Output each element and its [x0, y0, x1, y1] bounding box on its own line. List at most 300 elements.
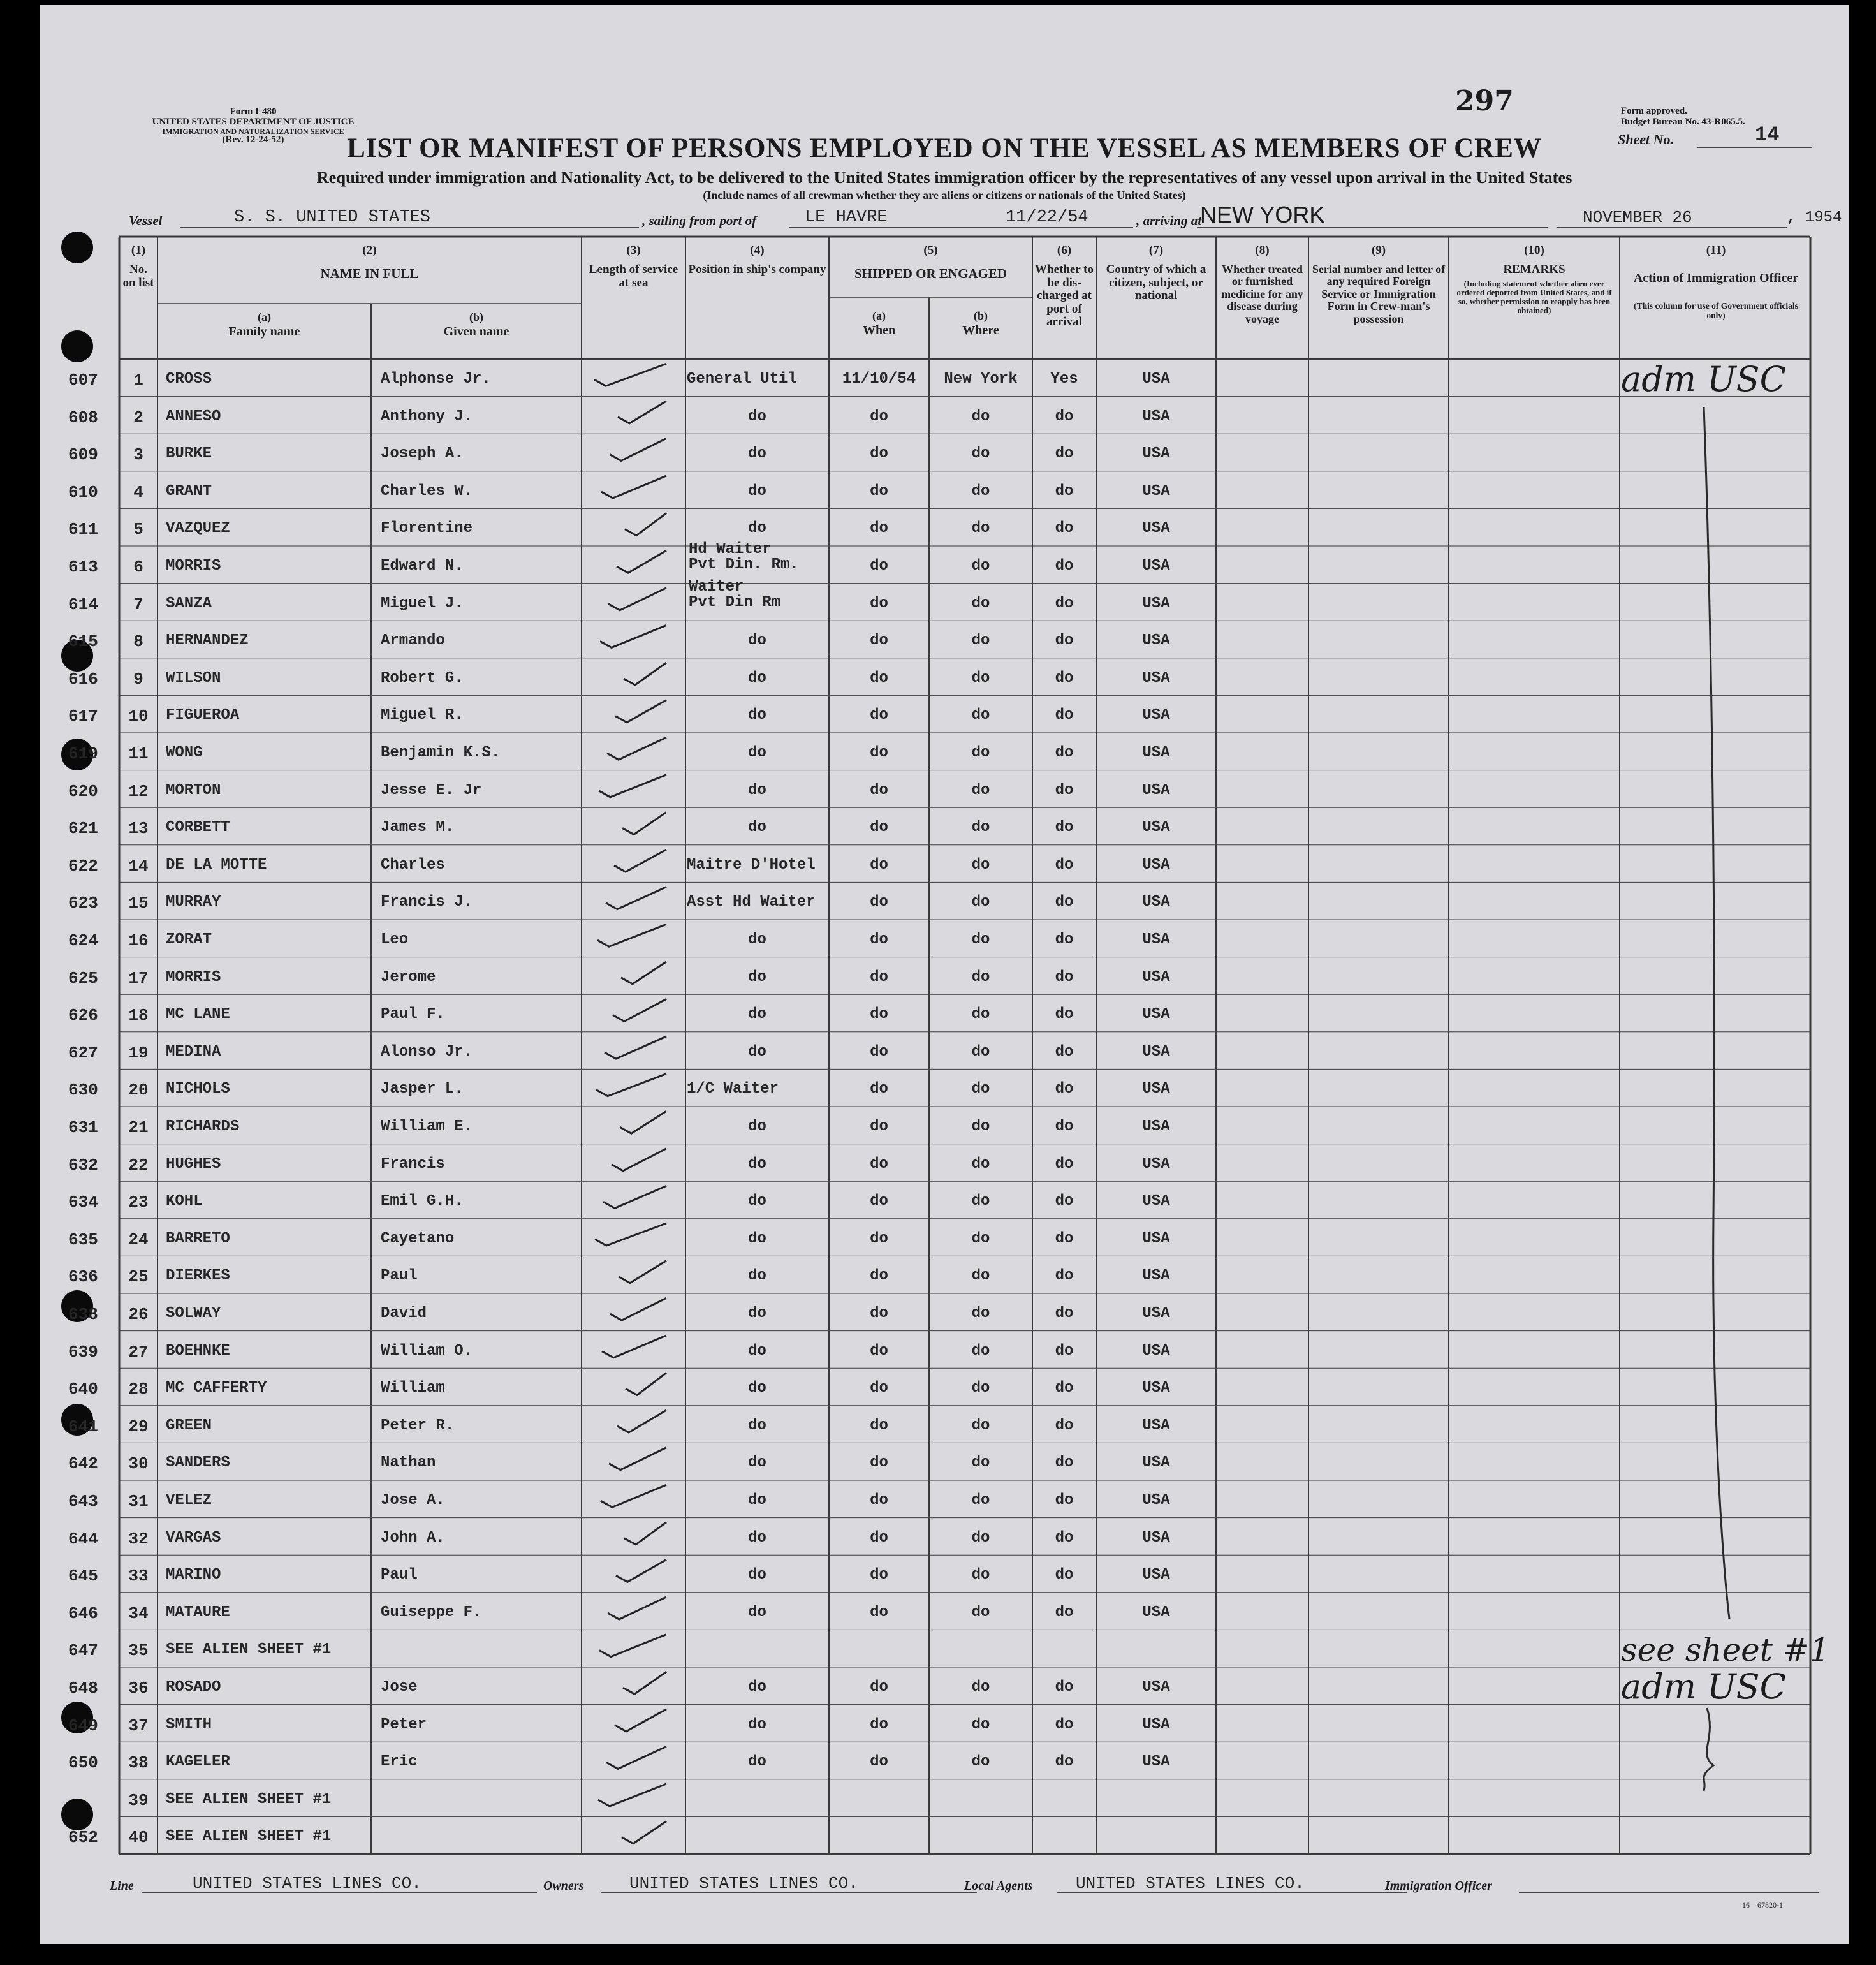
check-mark: [617, 1410, 666, 1432]
row-number: 29: [128, 1417, 149, 1436]
shipped-where: do: [971, 445, 990, 463]
check-mark: [596, 1074, 666, 1096]
margin-line-number: 644: [68, 1529, 98, 1549]
shipped-when: do: [870, 669, 888, 687]
check-mark: [626, 1373, 666, 1395]
col-header-discharged-label: Whether to be dis-charged at port of arrival: [1035, 263, 1094, 329]
margin-line-number: 635: [68, 1230, 98, 1249]
officer-fill: [1519, 1892, 1819, 1893]
arriving-port-value: NEW YORK: [1200, 202, 1325, 228]
col-header-country-num: (7): [1148, 244, 1164, 257]
shipped-where: do: [971, 968, 990, 986]
sailing-label: , sailing from port of: [642, 213, 757, 228]
margin-line-number: 625: [68, 968, 98, 988]
country: USA: [1142, 632, 1170, 650]
position: do: [748, 1492, 766, 1509]
shipped-where: do: [971, 1716, 990, 1733]
handwritten-annotation: adm USC: [1621, 359, 1786, 399]
shipped-when: do: [870, 1080, 888, 1098]
arriving-label: , arriving at: [1136, 213, 1202, 228]
shipped-where: do: [971, 1267, 990, 1285]
position-line-2: Pvt Din Rm: [689, 593, 781, 611]
family-name: MARINO: [166, 1566, 221, 1584]
shipped-when: do: [870, 1155, 888, 1173]
check-mark: [623, 1672, 666, 1694]
margin-line-number: 616: [68, 669, 98, 689]
position: do: [748, 707, 766, 725]
shipped-where: do: [971, 1118, 990, 1135]
form-approved: Form approved. Budget Bureau No. 43-R065.5.: [1621, 106, 1745, 127]
shipped-where: do: [971, 1230, 990, 1247]
shipped-when: do: [870, 632, 888, 650]
check-mark: [608, 1597, 666, 1619]
check-mark: [622, 1821, 666, 1844]
family-name: MORTON: [166, 781, 221, 799]
check-mark: [600, 625, 666, 647]
position: do: [748, 1267, 766, 1285]
row-number: 37: [128, 1716, 149, 1735]
shipped-when: do: [870, 1043, 888, 1061]
given-name: Alphonse Jr.: [381, 371, 491, 388]
margin-line-number: 643: [68, 1492, 98, 1511]
check-mark: [615, 1709, 666, 1732]
check-mark: [602, 1336, 666, 1358]
shipped-when: do: [870, 557, 888, 575]
given-name: Robert G.: [381, 669, 464, 687]
family-name: BURKE: [166, 445, 212, 463]
margin-line-number: 626: [68, 1006, 98, 1026]
position: Hd Waiter: [689, 541, 772, 558]
given-name: James M.: [381, 819, 455, 837]
family-name: MORRIS: [166, 968, 221, 986]
family-name: SEE ALIEN SHEET #1: [166, 1790, 332, 1808]
line-label: Line: [110, 1879, 134, 1893]
given-name: William O.: [381, 1342, 473, 1360]
country: USA: [1142, 1492, 1170, 1509]
given-name: Paul: [381, 1566, 418, 1584]
margin-line-number: 621: [68, 819, 98, 839]
shipped-when: do: [870, 1380, 888, 1397]
to-be-discharged: do: [1055, 669, 1074, 687]
position: do: [748, 1603, 766, 1621]
to-be-discharged: do: [1055, 1492, 1074, 1509]
check-mark: [606, 887, 666, 909]
row-number: 28: [128, 1380, 149, 1399]
shipped-when: do: [870, 1566, 888, 1584]
row-number: 27: [128, 1342, 149, 1362]
shipped-where: do: [971, 1193, 990, 1211]
col-header-no-num: (1): [131, 244, 146, 257]
position: do: [748, 1716, 766, 1733]
position: do: [748, 968, 766, 986]
family-name: MEDINA: [166, 1043, 221, 1061]
family-name: WILSON: [166, 669, 221, 687]
col-header-medicine-label: Whether treated or furnished medicine for any disease during voyage: [1221, 263, 1303, 325]
to-be-discharged: do: [1055, 894, 1074, 911]
to-be-discharged: do: [1055, 1305, 1074, 1322]
given-name: Jose: [381, 1679, 418, 1696]
vessel-value: S. S. UNITED STATES: [234, 208, 430, 227]
margin-line-number: 647: [68, 1641, 98, 1661]
position: 1/C Waiter: [687, 1080, 779, 1098]
to-be-discharged: do: [1055, 408, 1074, 425]
handwritten-bracket: [1704, 407, 1729, 1791]
to-be-discharged: do: [1055, 1679, 1074, 1696]
margin-line-number: 640: [68, 1380, 98, 1399]
margin-line-number: 631: [68, 1118, 98, 1137]
family-name: MC LANE: [166, 1006, 230, 1024]
position: General Util: [687, 371, 797, 388]
margin-line-number: 608: [68, 408, 98, 427]
shipped-when: do: [870, 1342, 888, 1360]
owners-value: UNITED STATES LINES CO.: [629, 1874, 858, 1893]
family-name: ANNESO: [166, 408, 221, 425]
country: USA: [1142, 1155, 1170, 1173]
shipped-where: do: [971, 408, 990, 425]
country: USA: [1142, 594, 1170, 612]
shipped-where: do: [971, 632, 990, 650]
given-name: Jesse E. Jr: [381, 781, 482, 799]
country: USA: [1142, 1716, 1170, 1733]
to-be-discharged: do: [1055, 819, 1074, 837]
shipped-when: do: [870, 1006, 888, 1024]
col-header-position-label: Position in ship's company: [688, 263, 826, 276]
country: USA: [1142, 1454, 1170, 1472]
family-name: VARGAS: [166, 1529, 221, 1547]
position: do: [748, 408, 766, 425]
row-number: 1: [133, 371, 143, 390]
to-be-discharged: do: [1055, 445, 1074, 463]
given-name: Edward N.: [381, 557, 464, 575]
given-name: Eric: [381, 1753, 418, 1771]
col-header-remarks-note: (Including statement whether alien ever ordered deported from United States, and if so, whether permission to reapply has been obtained): [1456, 279, 1612, 316]
to-be-discharged: do: [1055, 1118, 1074, 1135]
to-be-discharged: do: [1055, 1043, 1074, 1061]
row-number: 31: [128, 1492, 149, 1511]
country: USA: [1142, 1753, 1170, 1771]
sheet-no-value: 14: [1755, 123, 1780, 147]
line-fill: [142, 1892, 537, 1893]
check-mark: [616, 1559, 666, 1582]
shipped-where: do: [971, 1043, 990, 1061]
margin-line-number: 622: [68, 856, 98, 876]
to-be-discharged: do: [1055, 1566, 1074, 1584]
family-name: KAGELER: [166, 1753, 230, 1771]
given-name: William: [381, 1380, 445, 1397]
family-name: HERNANDEZ: [166, 632, 249, 650]
margin-line-number: 630: [68, 1080, 98, 1100]
row-number: 38: [128, 1753, 149, 1773]
row-number: 20: [128, 1080, 149, 1100]
col-header-given-num: (b): [469, 311, 483, 323]
family-name: DE LA MOTTE: [166, 856, 267, 874]
family-name: ZORAT: [166, 931, 212, 948]
given-name: Guiseppe F.: [381, 1603, 482, 1621]
to-be-discharged: do: [1055, 1267, 1074, 1285]
given-name: Anthony J.: [381, 408, 473, 425]
col-header-length-of-service-num: (3): [626, 244, 641, 257]
family-name: MC CAFFERTY: [166, 1380, 267, 1397]
shipped-where: do: [971, 1380, 990, 1397]
position: do: [748, 1230, 766, 1247]
col-header-family-num: (a): [258, 311, 271, 323]
country: USA: [1142, 1566, 1170, 1584]
position: do: [748, 1305, 766, 1322]
row-number: 34: [128, 1603, 149, 1623]
shipped-when: do: [870, 520, 888, 538]
check-mark: [621, 962, 666, 984]
to-be-discharged: do: [1055, 1753, 1074, 1771]
position: do: [748, 669, 766, 687]
shipped-when: do: [870, 1230, 888, 1247]
row-number: 30: [128, 1454, 149, 1474]
country: USA: [1142, 371, 1170, 388]
shipped-when: do: [870, 594, 888, 612]
given-name: Florentine: [381, 520, 473, 538]
country: USA: [1142, 1679, 1170, 1696]
country: USA: [1142, 968, 1170, 986]
col-header-remarks-num: (10): [1524, 244, 1544, 257]
col-header-action-label: Action of Immigration Officer: [1633, 271, 1799, 285]
shipped-where: do: [971, 819, 990, 837]
family-name: VELEZ: [166, 1492, 212, 1509]
shipped-where: do: [971, 931, 990, 948]
shipped-when: do: [870, 1603, 888, 1621]
check-mark: [595, 1223, 666, 1246]
position: do: [748, 781, 766, 799]
given-name: Francis J.: [381, 894, 473, 911]
to-be-discharged: do: [1055, 1342, 1074, 1360]
to-be-discharged: do: [1055, 1417, 1074, 1434]
col-header-where-num: (b): [974, 309, 988, 322]
row-number: 39: [128, 1790, 149, 1810]
shipped-where: do: [971, 669, 990, 687]
to-be-discharged: Yes: [1050, 371, 1078, 388]
check-mark: [624, 1522, 666, 1545]
shipped-when: do: [870, 819, 888, 837]
position: do: [748, 1566, 766, 1584]
country: USA: [1142, 669, 1170, 687]
given-name: Armando: [381, 632, 445, 650]
family-name: HUGHES: [166, 1155, 221, 1173]
row-number: 40: [128, 1828, 149, 1848]
col-header-where-label: Where: [962, 323, 999, 337]
shipped-when: do: [870, 1753, 888, 1771]
row-number: 23: [128, 1193, 149, 1212]
given-name: Francis: [381, 1155, 445, 1173]
margin-line-number: 649: [68, 1716, 98, 1735]
row-number: 12: [128, 781, 149, 801]
position: do: [748, 1417, 766, 1434]
check-mark: [594, 364, 666, 386]
country: USA: [1142, 557, 1170, 575]
country: USA: [1142, 482, 1170, 500]
given-name: Emil G.H.: [381, 1193, 464, 1211]
given-name: Nathan: [381, 1454, 436, 1472]
row-number: 33: [128, 1566, 149, 1586]
shipped-when: do: [870, 1716, 888, 1733]
immigration-officer-label: Immigration Officer: [1385, 1879, 1492, 1893]
family-name: CROSS: [166, 371, 212, 388]
given-name: Paul: [381, 1267, 418, 1285]
vessel-label: Vessel: [129, 213, 163, 228]
row-number: 26: [128, 1305, 149, 1324]
col-header-family-label: Family name: [228, 325, 300, 339]
position: do: [748, 1155, 766, 1173]
row-number: 9: [133, 669, 143, 689]
family-name: SANZA: [166, 594, 212, 612]
check-mark: [624, 663, 666, 685]
arrival-year-value: , 1954: [1787, 209, 1842, 226]
shipped-where: do: [971, 482, 990, 500]
margin-line-number: 638: [68, 1305, 98, 1324]
margin-line-number: 623: [68, 894, 98, 913]
family-name: SANDERS: [166, 1454, 230, 1472]
margin-line-number: 617: [68, 707, 98, 726]
margin-line-number: 642: [68, 1454, 98, 1474]
row-number: 24: [128, 1230, 149, 1249]
family-name: CORBETT: [166, 819, 230, 837]
country: USA: [1142, 781, 1170, 799]
position: do: [748, 1679, 766, 1696]
family-name: SEE ALIEN SHEET #1: [166, 1828, 332, 1846]
col-header-given-label: Given name: [443, 325, 509, 339]
row-number: 25: [128, 1267, 149, 1287]
agents-label: Local Agents: [964, 1879, 1033, 1893]
to-be-discharged: do: [1055, 632, 1074, 650]
shipped-where: do: [971, 1006, 990, 1024]
handwritten-annotation: see sheet #1: [1621, 1631, 1830, 1668]
shipped-when: do: [870, 1454, 888, 1472]
to-be-discharged: do: [1055, 931, 1074, 948]
margin-line-number: 624: [68, 931, 98, 950]
check-mark: [618, 401, 666, 423]
shipped-when: do: [870, 931, 888, 948]
shipped-when: do: [870, 1417, 888, 1434]
margin-line-number: 627: [68, 1043, 98, 1063]
given-name: John A.: [381, 1529, 445, 1547]
margin-line-number: 609: [68, 445, 98, 465]
check-mark: [606, 1746, 666, 1769]
margin-line-number: 607: [68, 371, 98, 390]
shipped-where: do: [971, 557, 990, 575]
line-value: UNITED STATES LINES CO.: [193, 1874, 421, 1893]
shipped-when: do: [870, 1679, 888, 1696]
to-be-discharged: do: [1055, 968, 1074, 986]
given-name: David: [381, 1305, 427, 1322]
shipped-when: do: [870, 856, 888, 874]
check-mark: [617, 550, 666, 573]
shipped-when: do: [870, 1305, 888, 1322]
given-name: Miguel J.: [381, 594, 464, 612]
margin-line-number: 632: [68, 1155, 98, 1175]
margin-line-number: 619: [68, 744, 98, 763]
row-number: 35: [128, 1641, 149, 1661]
row-number: 4: [133, 482, 143, 502]
margin-line-number: 639: [68, 1342, 98, 1362]
check-mark: [601, 476, 666, 498]
shipped-where: do: [971, 856, 990, 874]
position: do: [748, 1380, 766, 1397]
col-header-serial-number-num: (9): [1371, 244, 1386, 257]
country: USA: [1142, 1417, 1170, 1434]
handwritten-annotation: adm USC: [1621, 1667, 1786, 1707]
given-name: Cayetano: [381, 1230, 455, 1247]
position: do: [748, 1118, 766, 1135]
col-header-name-label: NAME IN FULL: [320, 266, 419, 281]
row-number: 32: [128, 1529, 149, 1549]
sheet-no-label: Sheet No.: [1618, 131, 1674, 147]
to-be-discharged: do: [1055, 1193, 1074, 1211]
given-name: Charles: [381, 856, 445, 874]
sailing-date-value: 11/22/54: [1006, 208, 1088, 227]
shipped-where: do: [971, 1566, 990, 1584]
given-name: Jerome: [381, 968, 436, 986]
family-name: ROSADO: [166, 1679, 221, 1696]
shipped-when: do: [870, 744, 888, 762]
family-name: WONG: [166, 744, 203, 762]
country: USA: [1142, 744, 1170, 762]
col-header-action-note: (This column for use of Government officials only): [1634, 301, 1798, 320]
position: do: [748, 819, 766, 837]
country: USA: [1142, 856, 1170, 874]
country: USA: [1142, 1006, 1170, 1024]
row-number: 22: [128, 1155, 149, 1175]
position: Waiter: [689, 578, 744, 596]
col-header-remarks-label: REMARKS: [1503, 263, 1565, 276]
shipped-where: do: [971, 1305, 990, 1322]
shipped-where: do: [971, 1454, 990, 1472]
check-mark: [609, 1448, 666, 1470]
check-mark: [625, 513, 666, 536]
shipped-when: do: [870, 445, 888, 463]
col-header-no-label: No. on list: [122, 263, 154, 290]
agents-value: UNITED STATES LINES CO.: [1076, 1874, 1305, 1893]
row-number: 7: [133, 594, 143, 614]
country: USA: [1142, 894, 1170, 911]
to-be-discharged: do: [1055, 520, 1074, 538]
given-name: Jasper L.: [381, 1080, 464, 1098]
family-name: VAZQUEZ: [166, 520, 230, 538]
given-name: Leo: [381, 931, 409, 948]
given-name: Charles W.: [381, 482, 473, 500]
row-number: 11: [128, 744, 149, 763]
position: do: [748, 744, 766, 762]
check-mark: [603, 1186, 666, 1208]
shipped-where: do: [971, 1603, 990, 1621]
country: USA: [1142, 1380, 1170, 1397]
margin-line-number: 641: [68, 1417, 98, 1436]
margin-line-number: 645: [68, 1566, 98, 1586]
country: USA: [1142, 931, 1170, 948]
given-name: Benjamin K.S.: [381, 744, 501, 762]
shipped-when: do: [870, 968, 888, 986]
row-number: 10: [128, 707, 149, 726]
row-number: 19: [128, 1043, 149, 1063]
print-code: 16—67820-1: [1742, 1901, 1783, 1910]
country: USA: [1142, 707, 1170, 725]
given-name: Miguel R.: [381, 707, 464, 725]
sailing-port-value: LE HAVRE: [805, 208, 888, 227]
to-be-discharged: do: [1055, 1716, 1074, 1733]
owners-fill: [601, 1892, 977, 1893]
margin-line-number: 614: [68, 594, 98, 614]
country: USA: [1142, 520, 1170, 538]
country: USA: [1142, 1267, 1170, 1285]
country: USA: [1142, 1230, 1170, 1247]
shipped-when: do: [870, 1492, 888, 1509]
shipped-where: do: [971, 1342, 990, 1360]
